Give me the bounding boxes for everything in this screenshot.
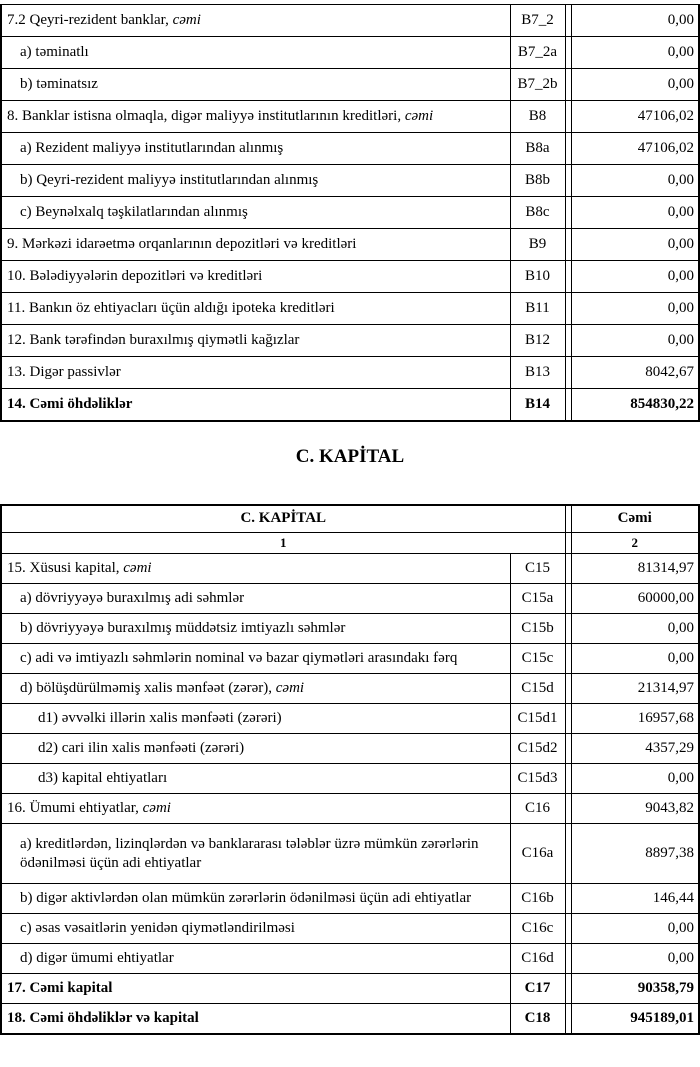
- row-value: 854830,22: [571, 389, 699, 421]
- row-label: c) əsas vəsaitlərin yenidən qiymətləndirilməsi: [1, 914, 510, 944]
- table-row: [1, 101, 699, 133]
- balance-sheet-page: [0, 4, 700, 1035]
- capital-table-body: [1, 505, 699, 1034]
- row-code: C15b: [510, 614, 565, 644]
- row-label: d3) kapital ehtiyatları: [1, 764, 510, 794]
- row-label: d) bölüşdürülməmiş xalis mənfəət (zərər), cəmi: [1, 674, 510, 704]
- row-label: 8. Banklar istisna olmaqla, digər maliyyə institutlarının kreditləri, cəmi: [1, 101, 510, 133]
- row-value: 0,00: [571, 165, 699, 197]
- row-code: B9: [510, 229, 565, 261]
- row-value: 0,00: [571, 229, 699, 261]
- row-code: B7_2: [510, 5, 565, 37]
- row-code: C17: [510, 974, 565, 1004]
- table-header-row: [1, 505, 699, 533]
- table-row: [1, 389, 699, 421]
- row-value: 0,00: [571, 261, 699, 293]
- row-code: B8b: [510, 165, 565, 197]
- total-column-header: Cəmi: [571, 505, 699, 533]
- row-value: 0,00: [571, 614, 699, 644]
- row-value: 4357,29: [571, 734, 699, 764]
- table-row: [1, 974, 699, 1004]
- row-value: 0,00: [571, 69, 699, 101]
- row-value: 0,00: [571, 764, 699, 794]
- row-code: B7_2a: [510, 37, 565, 69]
- row-value: 0,00: [571, 325, 699, 357]
- table-row: [1, 5, 699, 37]
- table-row: [1, 764, 699, 794]
- row-code: B14: [510, 389, 565, 421]
- row-code: B11: [510, 293, 565, 325]
- row-label: c) adi və imtiyazlı səhmlərin nominal və bazar qiymətləri arasındakı fərq: [1, 644, 510, 674]
- row-label: 16. Ümumi ehtiyatlar, cəmi: [1, 794, 510, 824]
- row-label: 9. Mərkəzi idarəetmə orqanlarının depozitləri və kreditləri: [1, 229, 510, 261]
- row-code: B13: [510, 357, 565, 389]
- row-label: b) digər aktivlərdən olan mümkün zərərlərin ödənilməsi üçün adi ehtiyatlar: [1, 884, 510, 914]
- row-code: B8: [510, 101, 565, 133]
- row-value: 945189,01: [571, 1004, 699, 1034]
- row-value: 0,00: [571, 944, 699, 974]
- table-row: [1, 704, 699, 734]
- row-value: 0,00: [571, 37, 699, 69]
- row-value: 0,00: [571, 293, 699, 325]
- row-label: a) kreditlərdən, lizinqlərdən və banklararası tələblər üzrə mümkün zərərlərin ödənilməsi üçün adi ehtiyatlar: [1, 824, 510, 884]
- capital-table: [0, 504, 700, 1035]
- row-label: b) təminatsız: [1, 69, 510, 101]
- row-code: C15d: [510, 674, 565, 704]
- table-row: [1, 325, 699, 357]
- row-value: 0,00: [571, 644, 699, 674]
- row-value: 8897,38: [571, 824, 699, 884]
- row-code: C16a: [510, 824, 565, 884]
- row-value: 47106,02: [571, 133, 699, 165]
- row-code: B8c: [510, 197, 565, 229]
- table-row: [1, 914, 699, 944]
- capital-table-title: C. KAPİTAL: [1, 505, 565, 533]
- row-value: 60000,00: [571, 584, 699, 614]
- row-code: C15: [510, 554, 565, 584]
- row-label: 13. Digər passivlər: [1, 357, 510, 389]
- row-value: 0,00: [571, 914, 699, 944]
- row-label: 17. Cəmi kapital: [1, 974, 510, 1004]
- table-row: [1, 69, 699, 101]
- row-label: c) Beynəlxalq təşkilatlarından alınmış: [1, 197, 510, 229]
- table-row: [1, 197, 699, 229]
- table-row: [1, 229, 699, 261]
- column-number-2: 2: [571, 533, 699, 554]
- table-row: [1, 584, 699, 614]
- column-number-1: 1: [1, 533, 565, 554]
- row-label: d2) cari ilin xalis mənfəəti (zərəri): [1, 734, 510, 764]
- row-code: C15c: [510, 644, 565, 674]
- table-row: [1, 794, 699, 824]
- table-row: [1, 944, 699, 974]
- table-row: [1, 824, 699, 884]
- row-code: C16b: [510, 884, 565, 914]
- row-label: a) Rezident maliyyə institutlarından alınmış: [1, 133, 510, 165]
- section-heading: C. KAPİTAL: [295, 445, 405, 467]
- row-value: 21314,97: [571, 674, 699, 704]
- table-row: [1, 554, 699, 584]
- row-code: B10: [510, 261, 565, 293]
- table-row: [1, 1004, 699, 1034]
- table-row: [1, 293, 699, 325]
- row-label: 11. Bankın öz ehtiyacları üçün aldığı ipoteka kreditləri: [1, 293, 510, 325]
- table-row: [1, 674, 699, 704]
- row-label: a) təminatlı: [1, 37, 510, 69]
- row-code: B7_2b: [510, 69, 565, 101]
- row-label: b) dövriyyəyə buraxılmış müddətsiz imtiyazlı səhmlər: [1, 614, 510, 644]
- table-row: [1, 884, 699, 914]
- row-value: 81314,97: [571, 554, 699, 584]
- row-label: 7.2 Qeyri-rezident banklar, cəmi: [1, 5, 510, 37]
- row-label: 18. Cəmi öhdəliklər və kapital: [1, 1004, 510, 1034]
- liabilities-table-body: [1, 5, 699, 421]
- row-code: C15d1: [510, 704, 565, 734]
- row-label: 12. Bank tərəfindən buraxılmış qiymətli kağızlar: [1, 325, 510, 357]
- row-label: d) digər ümumi ehtiyatlar: [1, 944, 510, 974]
- table-row: [1, 644, 699, 674]
- row-value: 0,00: [571, 197, 699, 229]
- row-code: C15d2: [510, 734, 565, 764]
- table-row: [1, 261, 699, 293]
- row-code: C15a: [510, 584, 565, 614]
- row-label: b) Qeyri-rezident maliyyə institutlarından alınmış: [1, 165, 510, 197]
- row-code: C15d3: [510, 764, 565, 794]
- table-row: [1, 614, 699, 644]
- row-label: 10. Bələdiyyələrin depozitləri və kreditləri: [1, 261, 510, 293]
- row-value: 8042,67: [571, 357, 699, 389]
- column-number-row: [1, 533, 699, 554]
- row-code: B8a: [510, 133, 565, 165]
- liabilities-table: [0, 4, 700, 422]
- row-label: d1) əvvəlki illərin xalis mənfəəti (zərəri): [1, 704, 510, 734]
- table-row: [1, 133, 699, 165]
- row-value: 47106,02: [571, 101, 699, 133]
- row-code: C16: [510, 794, 565, 824]
- table-row: [1, 37, 699, 69]
- row-label: 15. Xüsusi kapital, cəmi: [1, 554, 510, 584]
- row-value: 9043,82: [571, 794, 699, 824]
- table-row: [1, 734, 699, 764]
- row-code: C16c: [510, 914, 565, 944]
- row-label: 14. Cəmi öhdəliklər: [1, 389, 510, 421]
- row-code: C18: [510, 1004, 565, 1034]
- row-value: 146,44: [571, 884, 699, 914]
- row-value: 16957,68: [571, 704, 699, 734]
- table-row: [1, 165, 699, 197]
- row-label: a) dövriyyəyə buraxılmış adi səhmlər: [1, 584, 510, 614]
- row-value: 0,00: [571, 5, 699, 37]
- table-row: [1, 357, 699, 389]
- row-code: B12: [510, 325, 565, 357]
- row-value: 90358,79: [571, 974, 699, 1004]
- row-code: C16d: [510, 944, 565, 974]
